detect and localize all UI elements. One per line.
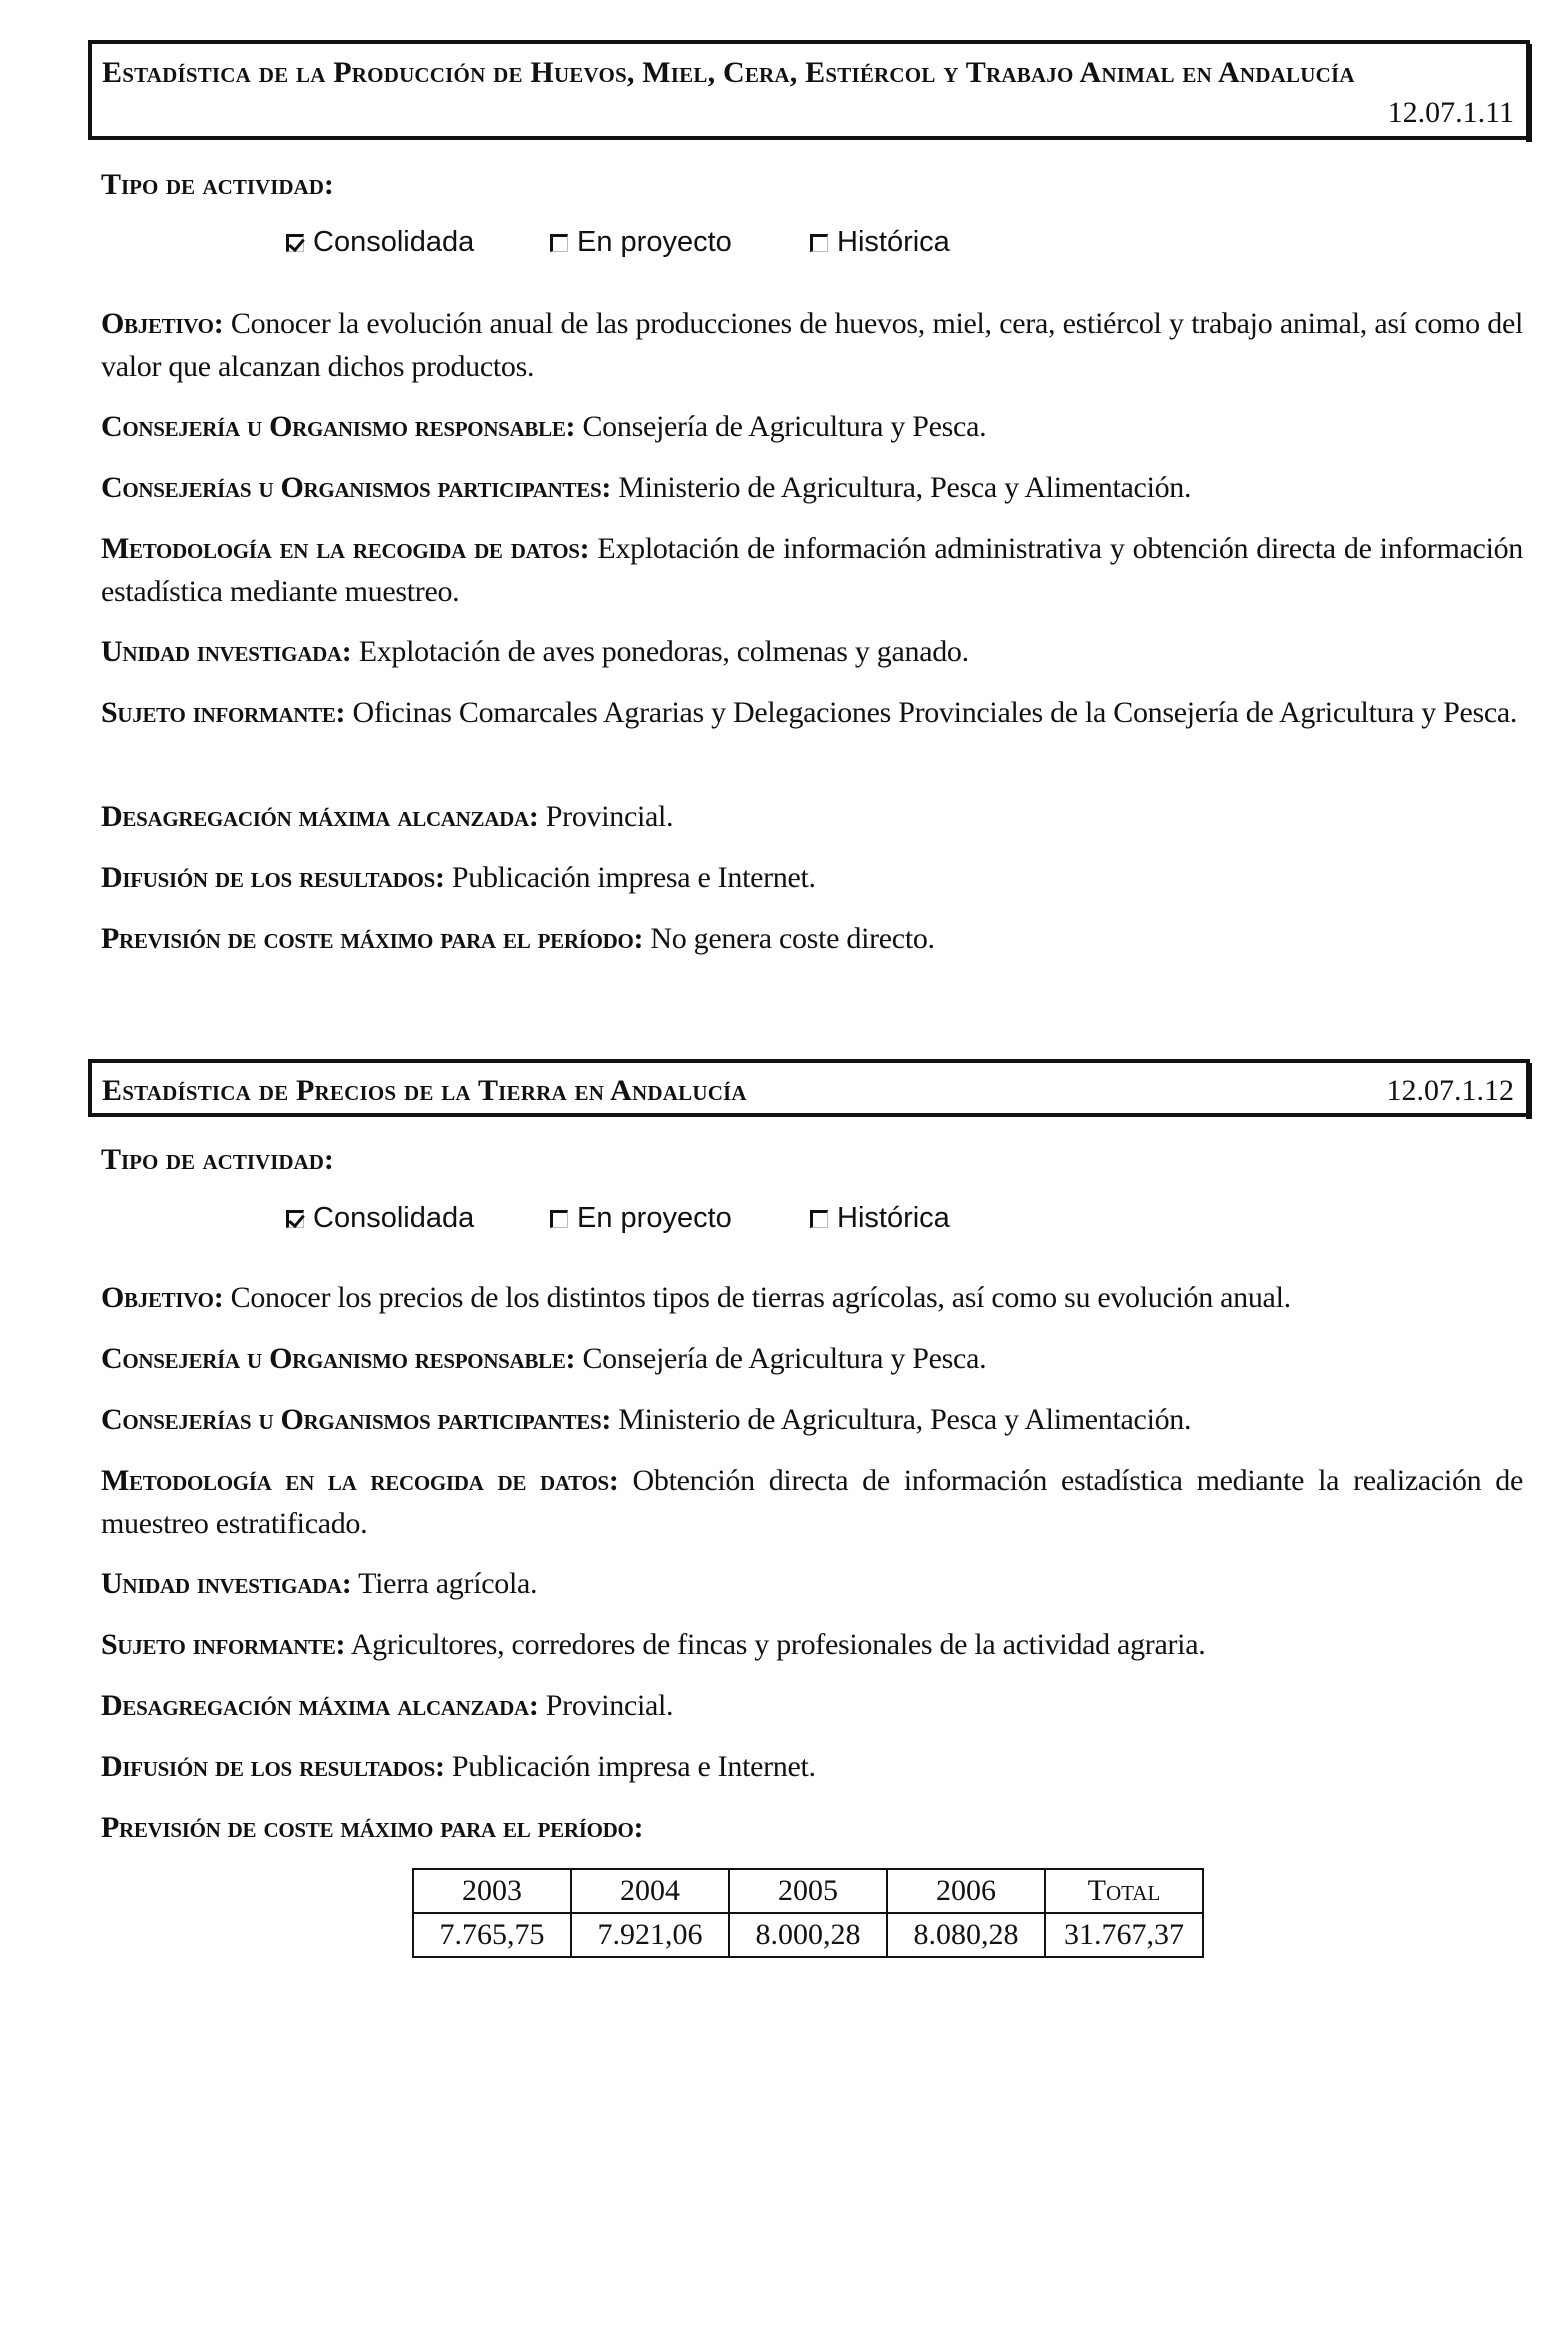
field-label: Desagregación máxima alcanzada: <box>101 800 539 833</box>
tipo-actividad-label: Tipo de actividad: <box>101 1143 334 1176</box>
field-value: Ministerio de Agricultura, Pesca y Alimentación. <box>618 1403 1192 1436</box>
participantes-field <box>101 1398 1523 1441</box>
option-consolidada <box>286 1202 474 1235</box>
field-value: Oficinas Comarcales Agrarias y Delegaciones Provinciales de la Consejería de Agricultura y Pesca. <box>352 696 1518 729</box>
field-value: Ministerio de Agricultura, Pesca y Alimentación. <box>618 471 1192 504</box>
table-cell: 7.921,06 <box>571 1913 729 1957</box>
table-header-row <box>413 1869 1203 1913</box>
table-row <box>413 1913 1203 1957</box>
table-cell: 8.080,28 <box>887 1913 1045 1957</box>
field-label: Previsión de coste máximo para el período: <box>101 1811 644 1844</box>
field-label: Objetivo: <box>101 1281 224 1314</box>
field-label: Metodología en la recogida de datos: <box>101 532 590 565</box>
table-header-cell: 2004 <box>571 1869 729 1913</box>
responsable-field <box>101 1337 1523 1380</box>
field-value: Conocer los precios de los distintos tipos de tierras agrícolas, así como su evolución anual. <box>230 1281 1291 1314</box>
field-label: Consejerías u Organismos participantes: <box>101 1403 612 1436</box>
option-label: Histórica <box>837 1202 950 1234</box>
table-cell: 8.000,28 <box>729 1913 887 1957</box>
field-value: Obtención directa de información estadística mediante la realización de muestreo estratificado. <box>101 1464 1523 1540</box>
section-title: Estadística de Precios de la Tierra en Andalucía <box>102 1074 747 1107</box>
field-label: Difusión de los resultados: <box>101 861 445 894</box>
metodologia-field <box>101 1459 1523 1545</box>
table-header-cell: 2005 <box>729 1869 887 1913</box>
section-title-box <box>88 40 1530 140</box>
checkbox-empty-icon <box>810 1210 828 1228</box>
option-label: Consolidada <box>313 1202 475 1234</box>
field-label: Sujeto informante: <box>101 696 346 729</box>
field-label: Consejerías u Organismos participantes: <box>101 471 612 504</box>
option-consolidada <box>286 226 474 259</box>
field-label: Objetivo: <box>101 307 224 340</box>
table-header-cell: 2006 <box>887 1869 1045 1913</box>
field-label: Unidad investigada: <box>101 635 352 668</box>
field-label: Consejería u Organismo responsable: <box>101 1342 576 1375</box>
field-label: Metodología en la recogida de datos: <box>101 1464 619 1497</box>
checkbox-empty-icon <box>810 234 828 252</box>
sujeto-field <box>101 1623 1523 1666</box>
field-value: Provincial. <box>545 800 674 833</box>
section-code: 12.07.1.11 <box>1387 96 1514 129</box>
difusion-field <box>101 1745 1523 1788</box>
field-value: Explotación de aves ponedoras, colmenas y ganado. <box>358 635 969 668</box>
field-label: Consejería u Organismo responsable: <box>101 410 576 443</box>
objetivo-field <box>101 1276 1523 1319</box>
field-value: Consejería de Agricultura y Pesca. <box>582 410 987 443</box>
table-header-cell: 2003 <box>413 1869 571 1913</box>
option-historica <box>810 1202 950 1235</box>
option-label: Consolidada <box>313 226 475 258</box>
desagregacion-field <box>101 795 1523 838</box>
field-label: Previsión de coste máximo para el período: <box>101 922 644 955</box>
metodologia-field <box>101 527 1523 613</box>
field-value: No genera coste directo. <box>650 922 935 955</box>
objetivo-field <box>101 302 1523 388</box>
field-value: Tierra agrícola. <box>358 1567 538 1600</box>
checkbox-checked-icon <box>286 234 304 252</box>
field-value: Explotación de información administrativa y obtención directa de información estadística mediante muestreo. <box>101 532 1524 608</box>
section-title: Estadística de la Producción de Huevos, Miel, Cera, Estiércol y Trabajo Animal en Andalucía <box>102 56 1355 89</box>
option-label: Histórica <box>837 226 950 258</box>
checkbox-checked-icon <box>286 1210 304 1228</box>
field-value: Consejería de Agricultura y Pesca. <box>582 1342 987 1375</box>
desagregacion-field <box>101 1684 1523 1727</box>
tipo-actividad-label: Tipo de actividad: <box>101 168 334 201</box>
field-label: Sujeto informante: <box>101 1628 346 1661</box>
option-en-proyecto <box>550 1202 732 1235</box>
responsable-field <box>101 405 1523 448</box>
table-cell: 7.765,75 <box>413 1913 571 1957</box>
option-historica <box>810 226 950 259</box>
difusion-field <box>101 856 1523 899</box>
participantes-field <box>101 466 1523 509</box>
field-label: Desagregación máxima alcanzada: <box>101 1689 539 1722</box>
section-title-box <box>88 1059 1530 1117</box>
option-label: En proyecto <box>577 1202 732 1234</box>
prevision-field <box>101 917 1523 960</box>
field-value: Publicación impresa e Internet. <box>451 1750 816 1783</box>
table-cell: 31.767,37 <box>1045 1913 1203 1957</box>
prevision-field <box>101 1806 1523 1849</box>
field-value: Agricultores, corredores de fincas y profesionales de la actividad agraria. <box>350 1628 1206 1661</box>
field-value: Provincial. <box>545 1689 674 1722</box>
option-en-proyecto <box>550 226 732 259</box>
checkbox-empty-icon <box>550 1210 568 1228</box>
unidad-field <box>101 630 1523 673</box>
cost-table <box>412 1868 1204 1958</box>
section-code: 12.07.1.12 <box>1386 1074 1514 1107</box>
unidad-field <box>101 1562 1523 1605</box>
option-label: En proyecto <box>577 226 732 258</box>
field-value: Publicación impresa e Internet. <box>451 861 816 894</box>
field-value: Conocer la evolución anual de las producciones de huevos, miel, cera, estiércol y trabajo animal, así como del valor que alcanzan dichos productos. <box>101 307 1523 383</box>
field-label: Difusión de los resultados: <box>101 1750 445 1783</box>
sujeto-field <box>101 691 1523 734</box>
table-header-cell: Total <box>1045 1869 1203 1913</box>
field-label: Unidad investigada: <box>101 1567 352 1600</box>
checkbox-empty-icon <box>550 234 568 252</box>
